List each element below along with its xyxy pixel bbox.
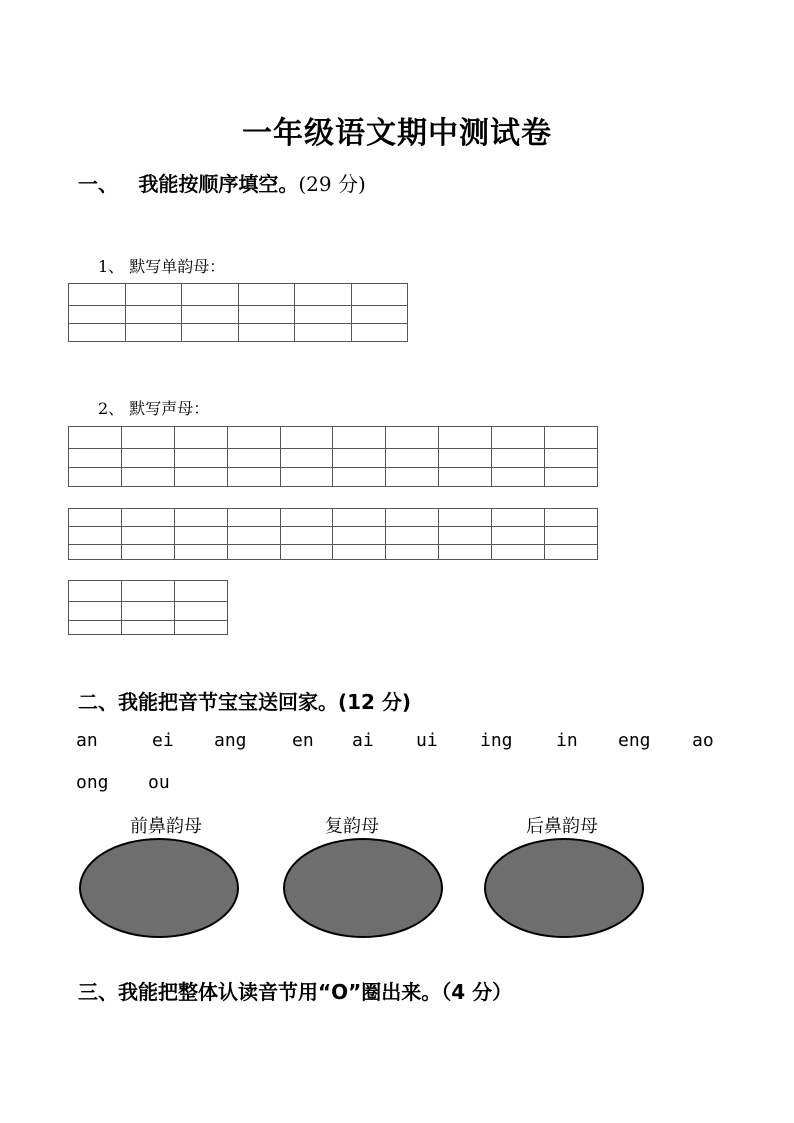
consonant-writing-grid-3[interactable] bbox=[68, 580, 228, 635]
back-nasal-oval[interactable] bbox=[484, 838, 644, 938]
vowel-writing-grid[interactable] bbox=[68, 283, 408, 342]
category-label-front-nasal: 前鼻韵母 bbox=[130, 816, 202, 837]
category-label-compound: 复韵母 bbox=[325, 816, 379, 837]
front-nasal-oval[interactable] bbox=[79, 838, 239, 938]
consonant-writing-grid-2[interactable] bbox=[68, 508, 598, 560]
syllable-item[interactable]: ang bbox=[214, 730, 247, 751]
section-1-title: 我能按顺序填空。 bbox=[138, 172, 299, 196]
section-3-title: 三、我能把整体认读音节用“O”圈出来。 bbox=[78, 980, 442, 1004]
syllable-item[interactable]: eng bbox=[618, 730, 651, 751]
section-2-score: (12 分) bbox=[338, 690, 412, 714]
question-2-label: 2、 默写声母： bbox=[98, 399, 210, 418]
syllable-item[interactable]: ei bbox=[152, 730, 174, 751]
section-1-heading bbox=[78, 168, 366, 197]
syllable-item[interactable]: an bbox=[76, 730, 98, 751]
syllable-item[interactable]: ing bbox=[480, 730, 513, 751]
section-1-number: 一、 bbox=[78, 172, 118, 196]
page-title: 一年级语文期中测试卷 bbox=[242, 116, 552, 151]
section-2-title: 二、我能把音节宝宝送回家。 bbox=[78, 690, 338, 714]
section-3-heading bbox=[78, 976, 512, 1005]
syllable-item[interactable]: ai bbox=[352, 730, 374, 751]
section-3-score: （4 分） bbox=[441, 980, 513, 1004]
syllable-item[interactable]: en bbox=[292, 730, 314, 751]
compound-vowel-oval[interactable] bbox=[283, 838, 443, 938]
section-1-score: (29 分) bbox=[298, 172, 366, 196]
question-1-label: 1、 默写单韵母： bbox=[98, 257, 226, 276]
syllable-item[interactable]: ou bbox=[148, 772, 170, 793]
syllable-item[interactable]: ong bbox=[76, 772, 109, 793]
category-label-back-nasal: 后鼻韵母 bbox=[526, 816, 598, 837]
consonant-writing-grid-1[interactable] bbox=[68, 426, 598, 487]
section-2-heading bbox=[78, 686, 411, 715]
syllable-item[interactable]: ao bbox=[692, 730, 714, 751]
syllable-item[interactable]: ui bbox=[416, 730, 438, 751]
syllable-item[interactable]: in bbox=[556, 730, 578, 751]
